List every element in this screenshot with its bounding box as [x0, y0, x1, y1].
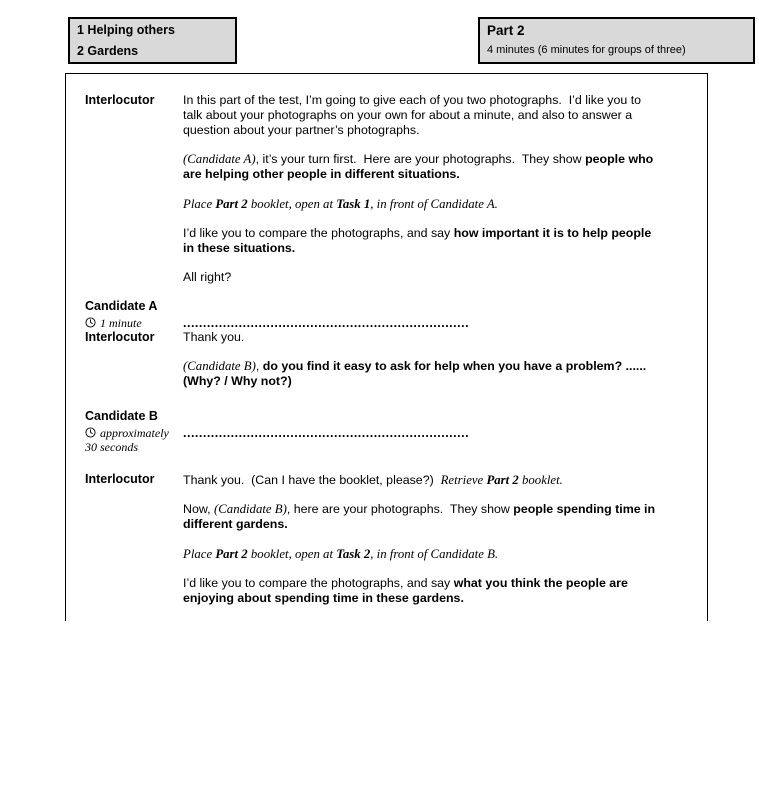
part-timing: 4 minutes (6 minutes for groups of three)	[487, 44, 686, 56]
speaker-label-candidate-b: Candidate B	[85, 409, 158, 423]
timing-candidate-a	[85, 316, 183, 330]
stage-direction-task2: Place Part 2 booklet, open at Task 2, in front of Candidate B.	[183, 547, 499, 561]
script-frame	[65, 73, 708, 621]
clock-icon	[85, 427, 96, 438]
paragraph-candidate-b-instruction: Now, (Candidate B), here are your photographs. They show people spending time in different gardens.	[183, 502, 656, 531]
speaker-label-candidate-a: Candidate A	[85, 299, 158, 313]
paragraph-compare-instruction-2: I’d like you to compare the photographs, and say what you think the people are enjoying about spending time in these gardens.	[183, 576, 628, 605]
script-row-interlocutor-1	[66, 93, 707, 299]
paragraph-all-right: All right?	[183, 270, 232, 284]
response-line-dots: ........................................................................	[183, 426, 470, 440]
paragraph-thank-you-2: Thank you. (Can I have the booklet, please?) Retrieve Part 2 booklet.	[183, 473, 563, 487]
paragraph-thank-you-1: Thank you.	[183, 330, 245, 344]
speaker-label-interlocutor: Interlocutor	[85, 93, 155, 107]
speaker-label-interlocutor: Interlocutor	[85, 330, 155, 344]
paragraph-intro: In this part of the test, I’m going to give each of you two photographs. I’d like you to talk about your photographs on your own for about a minute, and also to answer a question about your partner’s photographs.	[183, 93, 642, 137]
paragraph-compare-instruction-1: I’d like you to compare the photographs, and say how important it is to help people in these situations.	[183, 226, 652, 255]
paragraph-candidate-a-instruction: (Candidate A), it’s your turn first. Here are your photographs. They show people who are helping other people in different situations.	[183, 152, 654, 181]
speaker-label-interlocutor: Interlocutor	[85, 472, 155, 486]
part-title: Part 2	[487, 23, 525, 38]
timing-candidate-b	[85, 426, 183, 440]
task-titles-box	[68, 17, 237, 64]
timing-label: 1 minute	[100, 316, 142, 330]
stage-direction-task1: Place Part 2 booklet, open at Task 1, in front of Candidate A.	[183, 197, 498, 211]
clock-icon	[85, 317, 96, 328]
timing-label-line2: 30 seconds	[85, 440, 138, 454]
script-row-interlocutor-2	[66, 330, 707, 403]
script-row-candidate-b	[66, 409, 707, 454]
response-line-dots: ........................................................................	[183, 316, 470, 330]
task2-title: 2 Gardens	[77, 44, 139, 58]
task1-title: 1 Helping others	[77, 23, 175, 37]
paragraph-candidate-b-question: (Candidate B), do you find it easy to ask for help when you have a problem? ...... (Why? / Why not?)	[183, 359, 647, 388]
timing-label: approximately	[100, 426, 169, 440]
script-row-candidate-a	[66, 299, 707, 330]
part-info-box	[478, 17, 755, 64]
script-row-interlocutor-3	[66, 472, 707, 620]
